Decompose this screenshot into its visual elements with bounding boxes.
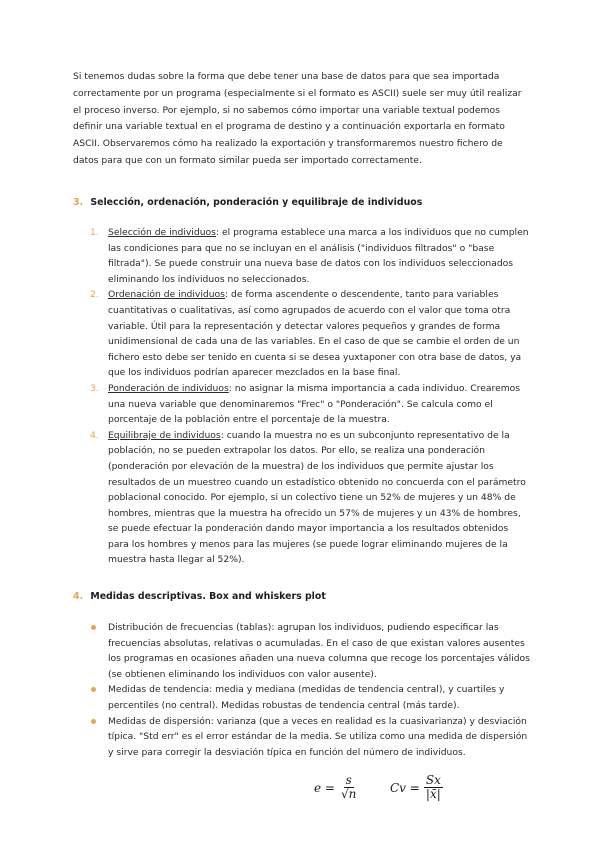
list-item-text: : de forma ascendente o descendente, tanto para variables cuantitativas o cualitativas, así como agrupados de acuerdo con el valor que toma otra variable. Útil para la representación y detectar valores pequeños y grandes de forma unidimensional de cada una de las variables. En el caso de que se cambie el orden de un fichero esto debe ser tenido en cuenta si se desea yuxtaponer con otra base de datos, ya que los individuos podrían aparecer mezclados en la base final.: [108, 289, 522, 379]
list-item-text: Medidas de dispersión: varianza (que a veces en realidad es la cuasivarianza) y desviación típica. "Std err" es el error estándar de la media. Se utiliza como una medida de dispersión y sirve para corregir la desviación típica en función del número de individuos.: [108, 715, 528, 758]
fraction-numerator: Sx: [425, 773, 441, 787]
standard-error-formula: [314, 774, 358, 801]
list-item: [90, 381, 530, 428]
fraction-denominator: √n: [340, 787, 357, 801]
bullet-icon: [91, 625, 96, 630]
section-4-list: [90, 620, 530, 760]
list-item-text: : el programa establece una marca a los individuos que no cumplen las condiciones para que no se incluyan en el análisis ("individuos filtrados" o "base filtrada"). Se puede construir una nueva base de datos con los individuos seleccionados eliminando los individuos no seleccionados.: [108, 227, 529, 285]
list-item-term: Ordenación de individuos: [108, 289, 225, 301]
list-item-text: Medidas de tendencia: media y mediana (medidas de tendencia central), y cuartiles y percentiles (no central). Medidas robustas de tendencia central (más tarde).: [108, 684, 505, 711]
list-item: [90, 682, 530, 713]
intro-paragraph: Si tenemos dudas sobre la forma que debe tener una base de datos para que sea importada correctamente por un programa (especialmente si el formato es ASCII) suele ser muy útil realizar el proceso inverso. Por ejemplo, si no sabemos cómo importar una variable textual podemos definir una variable textual en el programa de destino y a continuación exportarla en formato ASCII. Observaremos cómo ha realizado la exportación y transformaremos nuestro fichero de datos para que con un formato similar pueda ser importado correctamente.: [73, 71, 522, 166]
list-item-text: Distribución de frecuencias (tablas): agrupan los individuos, pudiendo especificar las frecuencias absolutas, relativas o acumuladas. En el caso de que existan valores ausentes los programas en ocasiones añaden una nueva columna que recoge los porcentajes válidos (se obtienen eliminando los individuos con valor ausente).: [108, 622, 530, 680]
list-marker: 2.: [90, 289, 99, 301]
section-3-heading: [73, 197, 422, 208]
bullet-icon: [91, 687, 96, 692]
fraction-numerator: s: [345, 773, 352, 787]
list-marker: 1.: [90, 227, 99, 238]
section-3-list: [90, 225, 530, 568]
formula-lhs: e =: [314, 780, 335, 795]
list-item-term: Equilibraje de individuos: [108, 429, 221, 441]
list-marker: 3.: [90, 382, 99, 394]
section-4-title: Medidas descriptivas. Box and whiskers plot: [90, 591, 326, 602]
section-3-number: 3.: [73, 197, 84, 208]
list-item-text: : cuando la muestra no es un subconjunto representativo de la población, no se pueden extrapolar los datos. Por ello, se realiza una ponderación (ponderación por elevación de la muestra) de los individuos que permite ajustar los resultados de un muestreo cuando un estadístico obtenido no concuerda con el parámetro poblacional conocido. Por ejemplo, si un colectivo tiene un 52% de mujeres y un 48% de hombres, mientras que la muestra ha ofrecido un 57% de mujeres y un 43% de hombres, se puede efectuar la ponderación dando mayor importancia a los resultados obtenidos para los hombres y menos para las mujeres (se puede lograr eliminando mujeres de la muestra hasta llegar al 52%).: [108, 429, 526, 566]
list-item: [90, 225, 530, 287]
section-4-number: 4.: [73, 591, 84, 602]
section-3-title: Selección, ordenación, ponderación y equilibraje de individuos: [90, 197, 423, 208]
list-item-term: Selección de individuos: [108, 227, 216, 238]
list-item: [90, 620, 530, 682]
formulas: [314, 772, 454, 812]
list-item-text: : no asignar la misma importancia a cada individuo. Crearemos una nueva variable que denominaremos "Frec" o "Ponderación". Se calcula como el porcentaje de la población entre el porcentaje de la muestra.: [108, 382, 521, 426]
coefficient-variation-formula: [390, 774, 443, 801]
fraction: [339, 774, 358, 801]
list-item-term: Ponderación de individuos: [108, 382, 229, 394]
bullet-icon: [91, 719, 96, 724]
formula-lhs: Cv =: [390, 780, 420, 795]
list-item: [90, 714, 530, 761]
list-item: [90, 287, 530, 381]
list-marker: 4.: [90, 429, 99, 441]
fraction-denominator: |x̄|: [425, 787, 441, 801]
section-4-heading: [73, 591, 326, 602]
list-item: [90, 428, 530, 568]
fraction: [424, 774, 443, 801]
